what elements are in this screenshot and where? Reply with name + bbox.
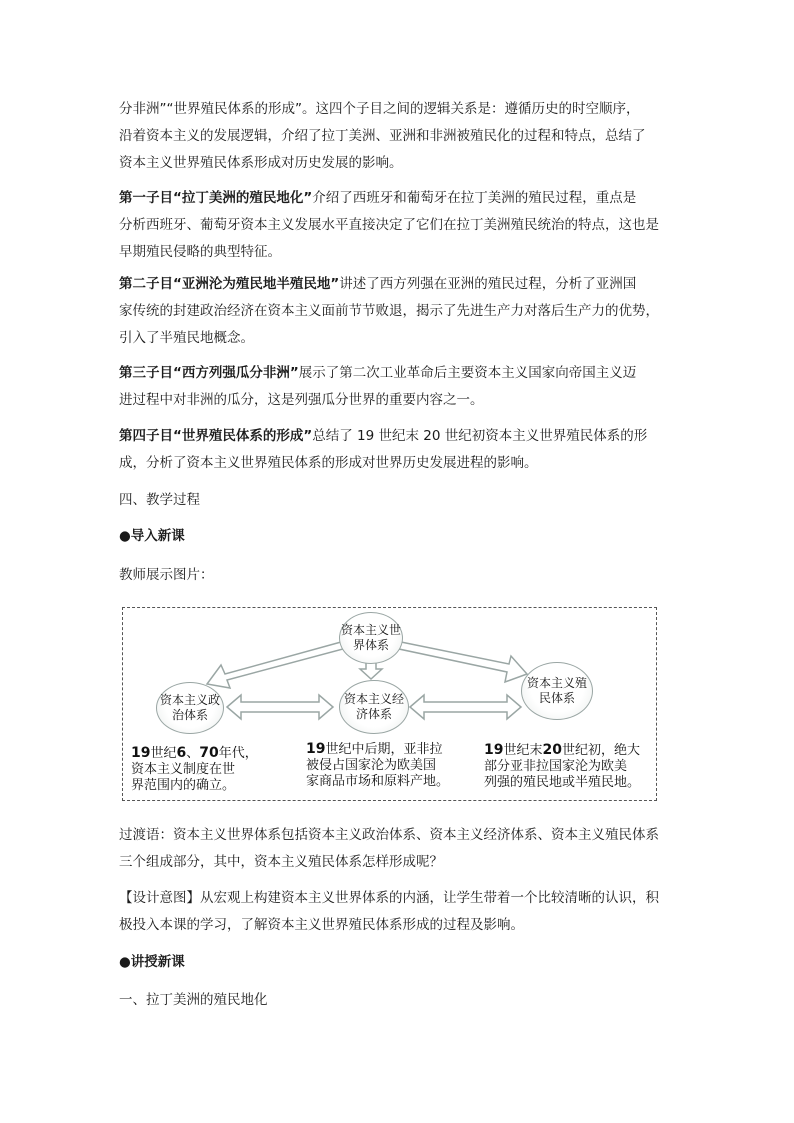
caption-text: 资本主义制度在世 xyxy=(131,762,236,777)
paragraph-overview xyxy=(119,96,689,177)
transition-paragraph xyxy=(119,822,689,876)
caption-text: 世纪中后期，亚非拉 xyxy=(325,742,443,757)
text-line: 一、拉丁美洲的殖民地化 xyxy=(119,992,268,1008)
node-world-system xyxy=(339,612,403,664)
lecture-heading xyxy=(119,949,689,976)
caption-number: 70 xyxy=(199,745,219,761)
text-line: 展示了第二次工业革命后主要资本主义国家向帝国主义迈 xyxy=(298,365,637,381)
node-label: 资本主义世界体系 xyxy=(341,623,402,652)
caption-number: 19 xyxy=(484,742,504,758)
caption-text: 、 xyxy=(186,746,200,761)
caption-left xyxy=(131,745,271,794)
node-economic-system xyxy=(339,680,409,734)
paragraph-subsection-1 xyxy=(119,185,689,266)
teacher-show-text xyxy=(119,562,689,589)
intro-heading xyxy=(119,523,689,550)
subsection-title: 第四子目“世界殖民体系的形成” xyxy=(119,428,313,444)
paragraph-subsection-2 xyxy=(119,271,689,352)
text-line: 分析西班牙、葡萄牙资本主义发展水平直接决定了它们在拉丁美洲殖民统治的特点，这也是 xyxy=(119,217,659,233)
caption-text: 世纪末 xyxy=(503,743,543,758)
caption-middle xyxy=(306,741,476,790)
text-line: 过渡语：资本主义世界体系包括资本主义政治体系、资本主义经济体系、资本主义殖民体系 xyxy=(119,827,659,843)
arrow-center-right xyxy=(410,695,521,719)
paragraph-subsection-4 xyxy=(119,423,689,477)
subsection-heading xyxy=(119,987,689,1014)
world-system-diagram xyxy=(122,607,657,801)
text-line: 四、教学过程 xyxy=(119,492,200,508)
text-line: 家传统的封建政治经济在资本主义面前节节败退，揭示了先进生产力对落后生产力的优势， xyxy=(119,303,659,319)
section-heading xyxy=(119,487,689,514)
node-label: 资本主义经济体系 xyxy=(344,692,405,721)
node-colonial-system xyxy=(521,662,593,720)
caption-text: 年代， xyxy=(218,746,258,761)
subsection-title: 第一子目“拉丁美洲的殖民地化” xyxy=(119,190,313,206)
caption-text: 世纪 xyxy=(150,746,177,761)
node-label: 资本主义殖民体系 xyxy=(527,676,588,705)
caption-number: 20 xyxy=(542,742,562,758)
caption-text: 列强的殖民地或半殖民地。 xyxy=(484,775,641,790)
node-label: 资本主义政治体系 xyxy=(160,693,221,722)
node-political-system xyxy=(156,682,224,734)
caption-number: 6 xyxy=(176,745,187,761)
arrow-top-to-left xyxy=(207,642,343,688)
text-line: 三个组成部分，其中，资本主义殖民体系怎样形成呢？ xyxy=(119,854,443,870)
text-line: 介绍了西班牙和葡萄牙在拉丁美洲的殖民过程，重点是 xyxy=(312,190,637,206)
caption-text: 被侵占国家沦为欧美国 xyxy=(306,758,437,773)
caption-number: 19 xyxy=(131,745,151,761)
text-line: 成，分析了资本主义世界殖民体系的形成对世界历史发展进程的影响。 xyxy=(119,455,538,471)
text-line: ●导入新课 xyxy=(119,528,185,544)
arrow-left-center xyxy=(227,695,333,719)
text-line: 资本主义世界殖民体系形成对历史发展的影响。 xyxy=(119,155,403,171)
paragraph-subsection-3 xyxy=(119,360,689,414)
text-line: 分非洲”“世界殖民体系的形成”。这四个子目之间的逻辑关系是：遵循历史的时空顺序， xyxy=(119,101,640,117)
text-line: 教师展示图片： xyxy=(119,567,214,583)
caption-text: 家商品市场和原料产地。 xyxy=(306,774,450,789)
subsection-title: 第三子目“西方列强瓜分非洲” xyxy=(119,365,299,381)
text-line: 早期殖民侵略的典型特征。 xyxy=(119,244,281,260)
caption-number: 19 xyxy=(306,741,326,757)
caption-text: 世纪初，绝大 xyxy=(561,743,640,758)
text-line: 极投入本课的学习，了解资本主义世界殖民体系形成的过程及影响。 xyxy=(119,917,524,933)
caption-text: 界范围内的确立。 xyxy=(131,778,236,793)
text-line: 引入了半殖民地概念。 xyxy=(119,330,254,346)
text-line: ●讲授新课 xyxy=(119,954,185,970)
subsection-title: 第二子目“亚洲沦为殖民地半殖民地” xyxy=(119,276,340,292)
text-line: 讲述了西方列强在亚洲的殖民过程，分析了亚洲国 xyxy=(339,276,637,292)
text-line: 进过程中对非洲的瓜分，这是列强瓜分世界的重要内容之一。 xyxy=(119,392,484,408)
arrow-top-to-center xyxy=(360,662,382,679)
arrow-top-to-right xyxy=(399,642,527,682)
design-intent-paragraph xyxy=(119,885,689,939)
caption-right xyxy=(484,742,654,791)
text-line: 【设计意图】从宏观上构建资本主义世界体系的内涵，让学生带着一个比较清晰的认识，积 xyxy=(119,890,659,906)
text-line: 总结了 19 世纪末 20 世纪初资本主义世界殖民体系的形 xyxy=(312,428,648,444)
text-line: 沿着资本主义的发展逻辑，介绍了拉丁美洲、亚洲和非洲被殖民化的过程和特点，总结了 xyxy=(119,128,646,144)
caption-text: 部分亚非拉国家沦为欧美 xyxy=(484,759,628,774)
